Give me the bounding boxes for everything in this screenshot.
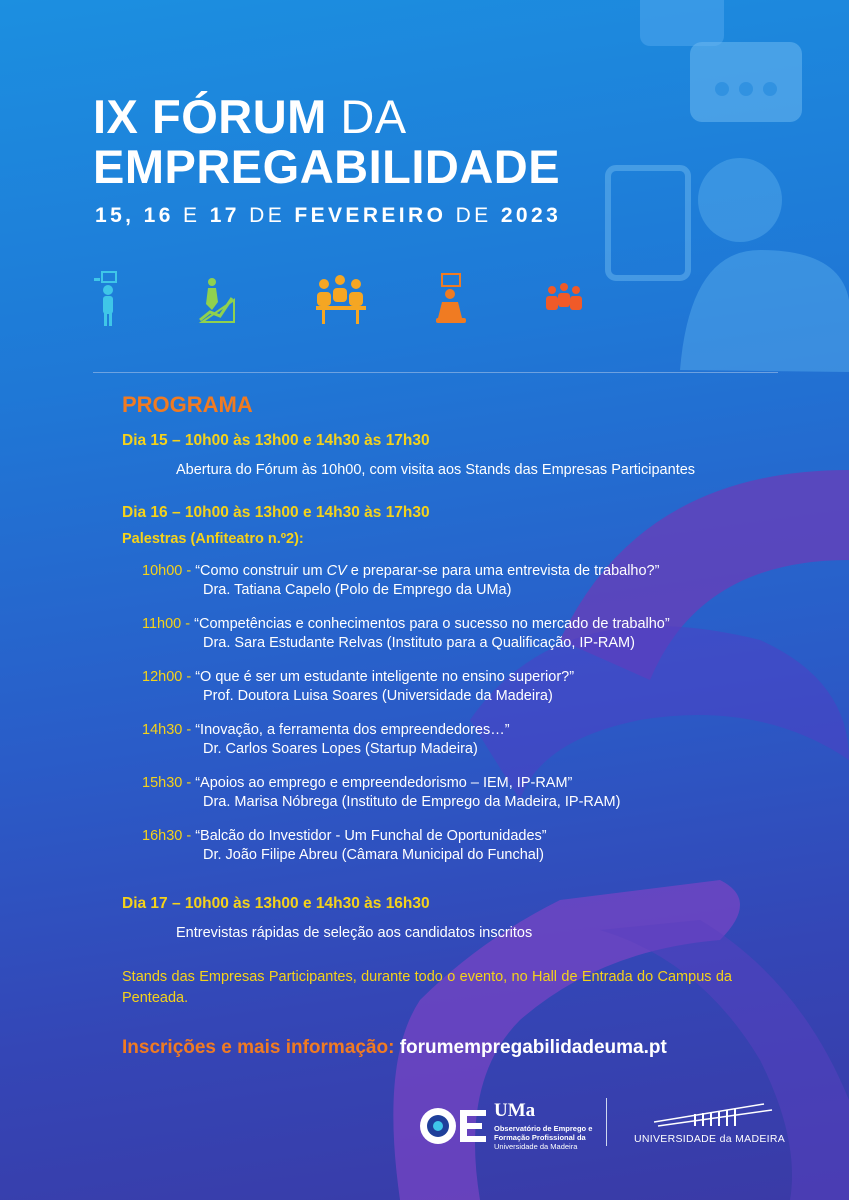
uma-logo-text: UMa: [494, 1100, 536, 1121]
registration-info: Inscrições e mais informação: forumempregabilidadeuma.pt: [122, 1037, 667, 1058]
observatory-name: Observatório de Emprego e Formação Profissional da Universidade da Madeira: [494, 1124, 593, 1151]
reading-person-icon: [436, 274, 466, 323]
talk-item: 10h00 - “Como construir um CV e preparar-se para uma entrevista de trabalho?” Dra. Tatiana Capelo (Polo de Emprego da UMa): [142, 563, 660, 598]
talk-item: 15h30 - “Apoios ao emprego e empreendedorismo – IEM, IP-RAM” Dra. Marisa Nóbrega (Instituto de Emprego da Madeira, IP-RAM): [142, 775, 621, 810]
theme-icons-row: [92, 270, 592, 335]
program-heading: PROGRAMA: [122, 392, 253, 417]
website-link[interactable]: forumempregabilidadeuma.pt: [399, 1037, 667, 1058]
footer-logos: [414, 1098, 794, 1158]
talk-list: [122, 562, 732, 865]
event-title: IX FÓRUM DA EMPREGABILIDADE: [93, 90, 561, 193]
talk-item: 11h00 - “Competências e conhecimentos para o sucesso no mercado de trabalho” Dra. Sara Estudante Relvas (Instituto para a Qualificação, IP-RAM): [142, 616, 670, 651]
meeting-table-icon: [316, 275, 366, 324]
person-silhouette-icon: [698, 158, 782, 242]
logo-divider: [606, 1098, 607, 1146]
day16-title: Dia 16 – 10h00 às 13h00 e 14h30 às 17h30: [122, 504, 430, 521]
talk-item: 16h30 - “Balcão do Investidor - Um Funchal de Oportunidades” Dr. João Filipe Abreu (Câmara Municipal do Funchal): [142, 828, 547, 863]
presenter-icon: [94, 272, 116, 326]
day17-title: Dia 17 – 10h00 às 13h00 e 14h30 às 16h30: [122, 895, 430, 912]
day17-desc: Entrevistas rápidas de seleção aos candidatos inscritos: [176, 925, 533, 941]
day16-subtitle: Palestras (Anfiteatro n.º2):: [122, 531, 304, 547]
stands-note: Stands das Empresas Participantes, durante todo o evento, no Hall de Entrada do Campus da Penteada.: [122, 969, 732, 1006]
program-section: [122, 392, 732, 1059]
group-icon: [546, 283, 582, 310]
oe-logo: [416, 1104, 472, 1149]
chat-bubble-icon: [640, 0, 724, 46]
talk-item: 14h30 - “Inovação, a ferramenta dos empreendedores…” Dr. Carlos Soares Lopes (Startup Madeira): [142, 722, 510, 757]
day15-title: Dia 15 – 10h00 às 13h00 e 14h30 às 17h30: [122, 432, 430, 449]
university-name: UNIVERSIDADE da MADEIRA: [634, 1133, 786, 1145]
university-mark-icon: [654, 1100, 774, 1130]
day15-desc: Abertura do Fórum às 10h00, com visita aos Stands das Empresas Participantes: [176, 462, 696, 478]
eye-icon: [416, 1104, 490, 1148]
tablet-icon: [608, 168, 688, 278]
career-growth-icon: [200, 278, 234, 322]
divider: [93, 372, 778, 373]
event-date: 15, 16 E 17 DE FEVEREIRO DE 2023: [95, 204, 562, 227]
talk-item: 12h00 - “O que é ser um estudante inteligente no ensino superior?” Prof. Doutora Luisa Soares (Universidade da Madeira): [142, 669, 575, 704]
